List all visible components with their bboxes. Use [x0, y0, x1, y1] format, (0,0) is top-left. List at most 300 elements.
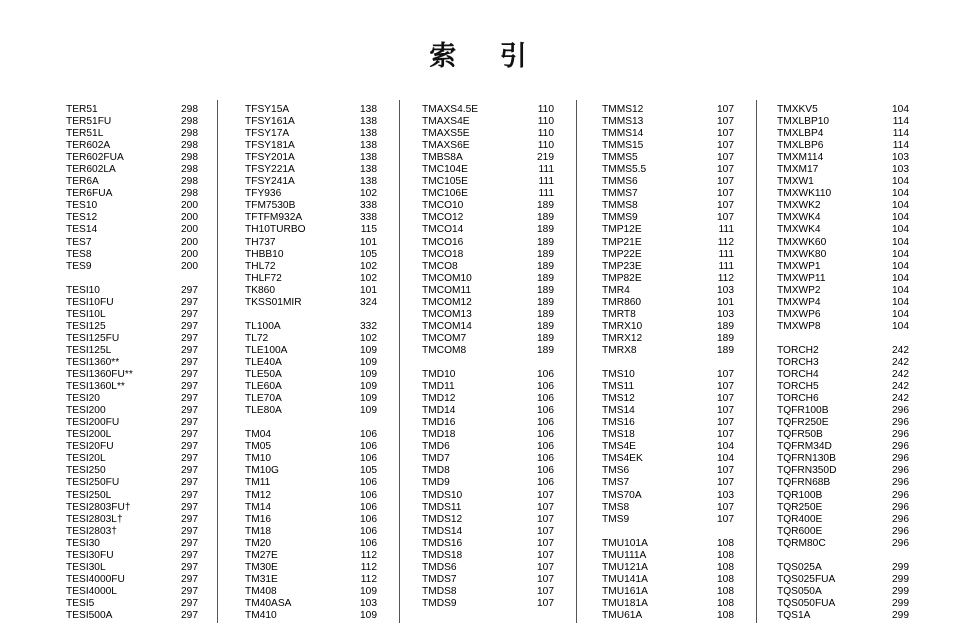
index-entry [422, 200, 554, 212]
entry-name: TER602LA [66, 164, 116, 176]
entry-name: TMXWP6 [777, 308, 821, 320]
index-entry [245, 538, 377, 550]
entry-page-number: 109 [360, 585, 377, 597]
entry-page-number: 200 [181, 248, 198, 260]
entry-page-number: 200 [181, 224, 198, 236]
entry-page-number: 297 [181, 453, 198, 465]
entry-page-number: 189 [537, 308, 554, 320]
entry-page-number: 103 [717, 308, 734, 320]
entry-page-number: 106 [537, 393, 554, 405]
entry-page-number: 298 [181, 152, 198, 164]
index-entry [422, 586, 554, 598]
group-gap [245, 309, 377, 321]
index-entry [777, 152, 909, 164]
entry-page-number: 296 [892, 441, 909, 453]
entry-name: TMDS7 [422, 573, 457, 585]
entry-page-number: 109 [360, 356, 377, 368]
entry-page-number: 107 [717, 513, 734, 525]
entry-name: TMDS16 [422, 537, 463, 549]
entry-page-number: 107 [717, 116, 734, 128]
group-gap [602, 526, 734, 538]
entry-name: TMCOM13 [422, 308, 472, 320]
index-entry [777, 309, 909, 321]
entry-name: TMS10 [602, 369, 635, 381]
index-column-2 [245, 104, 377, 622]
index-entry [777, 586, 909, 598]
entry-name: TLE80A [245, 405, 282, 417]
index-entry [602, 417, 734, 429]
entry-page-number: 299 [892, 561, 909, 573]
index-entry [777, 285, 909, 297]
entry-page-number: 298 [181, 104, 198, 115]
index-entry [245, 429, 377, 441]
entry-page-number: 338 [360, 200, 377, 212]
entry-page-number: 107 [717, 164, 734, 176]
entry-name: TES7 [66, 236, 92, 248]
entry-page-number: 106 [537, 441, 554, 453]
index-entry [422, 405, 554, 417]
entry-name: TMS11 [602, 381, 635, 393]
index-entry [422, 598, 554, 610]
entry-name: TM20 [245, 537, 272, 549]
entry-name: TMAXS6E [422, 140, 470, 152]
entry-name: TQRM80C [777, 537, 826, 549]
index-entry [602, 104, 734, 116]
index-entry [245, 321, 377, 333]
entry-name: TMCO8 [422, 260, 458, 272]
index-entry [602, 562, 734, 574]
index-entry [66, 441, 198, 453]
index-entry [66, 490, 198, 502]
entry-name: TER51FU [66, 116, 112, 128]
entry-name: TER51L [66, 128, 104, 140]
entry-page-number: 104 [892, 248, 909, 260]
group-gap [245, 417, 377, 429]
entry-name: TMCO16 [422, 236, 464, 248]
index-entry [422, 164, 554, 176]
index-entry [422, 261, 554, 273]
entry-page-number: 297 [181, 344, 198, 356]
entry-name: TQFR100B [777, 405, 829, 417]
entry-page-number: 297 [181, 429, 198, 441]
index-entry [245, 273, 377, 285]
entry-page-number: 102 [360, 272, 377, 284]
entry-page-number: 296 [892, 501, 909, 513]
entry-name: TMXWK80 [777, 248, 827, 260]
index-entry [245, 140, 377, 152]
index-entry [602, 381, 734, 393]
entry-page-number: 106 [537, 369, 554, 381]
entry-page-number: 109 [360, 344, 377, 356]
entry-page-number: 242 [892, 393, 909, 405]
entry-name: TMCOM7 [422, 332, 467, 344]
entry-name: TFTFM932A [245, 212, 303, 224]
entry-page-number: 109 [360, 405, 377, 417]
index-entry [66, 465, 198, 477]
entry-name: TMXWP2 [777, 284, 821, 296]
entry-name: THLF72 [245, 272, 282, 284]
entry-page-number: 296 [892, 489, 909, 501]
entry-page-number: 296 [892, 417, 909, 429]
entry-name: TMXLBP4 [777, 128, 824, 140]
index-entry [602, 538, 734, 550]
entry-page-number: 297 [181, 320, 198, 332]
index-entry [245, 465, 377, 477]
entry-name: THL72 [245, 260, 276, 272]
entry-name: TMMS15 [602, 140, 644, 152]
index-entry [66, 188, 198, 200]
entry-name: TER602A [66, 140, 111, 152]
entry-page-number: 189 [537, 272, 554, 284]
index-entry [422, 381, 554, 393]
entry-name: TMAXS5E [422, 128, 470, 140]
index-entry [777, 249, 909, 261]
index-entry [602, 333, 734, 345]
index-entry [777, 345, 909, 357]
entry-page-number: 298 [181, 128, 198, 140]
entry-name: TMAXS4.5E [422, 104, 479, 115]
entry-name: TQS050A [777, 585, 822, 597]
entry-name: TQFRN350D [777, 465, 837, 477]
group-gap [777, 550, 909, 562]
index-entry [422, 441, 554, 453]
index-entry [66, 453, 198, 465]
column-divider [399, 100, 400, 623]
entry-page-number: 114 [892, 128, 909, 140]
index-entry [422, 297, 554, 309]
index-entry [777, 261, 909, 273]
entry-page-number: 107 [717, 417, 734, 429]
entry-name: TMXKV5 [777, 104, 818, 115]
entry-page-number: 138 [360, 176, 377, 188]
entry-name: TMRX12 [602, 332, 643, 344]
entry-name: TMMS8 [602, 200, 638, 212]
entry-page-number: 104 [892, 224, 909, 236]
entry-page-number: 106 [537, 417, 554, 429]
index-entry [66, 550, 198, 562]
index-entry [422, 526, 554, 538]
entry-name: TMC106E [422, 188, 468, 200]
entry-name: TQR100B [777, 489, 823, 501]
index-entry [777, 297, 909, 309]
group-gap [66, 273, 198, 285]
entry-page-number: 114 [892, 140, 909, 152]
entry-name: TH10TURBO [245, 224, 306, 236]
entry-name: TMXWP4 [777, 296, 821, 308]
index-entry [602, 369, 734, 381]
entry-name: TMDS18 [422, 549, 463, 561]
entry-name: TM10 [245, 453, 272, 465]
entry-name: TMMS5 [602, 152, 638, 164]
index-entry [422, 249, 554, 261]
entry-page-number: 104 [892, 188, 909, 200]
entry-name: TFY936 [245, 188, 282, 200]
index-entry [777, 116, 909, 128]
entry-name: TMU121A [602, 561, 648, 573]
entry-name: TMXWP1 [777, 260, 821, 272]
entry-name: TESI250L [66, 489, 112, 501]
index-entry [66, 249, 198, 261]
index-entry [245, 453, 377, 465]
entry-name: TMMS7 [602, 188, 638, 200]
index-entry [602, 502, 734, 514]
entry-name: TMCO14 [422, 224, 464, 236]
index-entry [245, 345, 377, 357]
entry-name: TMCO18 [422, 248, 464, 260]
entry-name: TM30E [245, 561, 278, 573]
index-entry [602, 405, 734, 417]
column-divider [756, 100, 757, 623]
entry-name: TORCH6 [777, 393, 819, 405]
index-entry [777, 128, 909, 140]
entry-page-number: 112 [360, 561, 377, 573]
entry-page-number: 107 [717, 429, 734, 441]
index-entry [245, 610, 377, 622]
entry-name: TMS4EK [602, 453, 643, 465]
index-entry [422, 369, 554, 381]
entry-page-number: 104 [892, 272, 909, 284]
index-entry [66, 164, 198, 176]
index-entry [602, 261, 734, 273]
index-entry [66, 405, 198, 417]
entry-page-number: 297 [181, 573, 198, 585]
entry-name: TER51 [66, 104, 98, 115]
entry-name: TFSY221A [245, 164, 295, 176]
entry-page-number: 189 [537, 284, 554, 296]
entry-name: TMXM17 [777, 164, 819, 176]
entry-name: TMDS9 [422, 597, 457, 609]
entry-page-number: 297 [181, 441, 198, 453]
index-entry [602, 297, 734, 309]
entry-name: TQFRM34D [777, 441, 832, 453]
entry-page-number: 106 [537, 381, 554, 393]
index-entry [777, 357, 909, 369]
index-entry [777, 610, 909, 622]
index-entry [66, 200, 198, 212]
entry-page-number: 104 [892, 200, 909, 212]
index-entry [602, 610, 734, 622]
entry-name: TLE70A [245, 393, 282, 405]
entry-page-number: 189 [537, 332, 554, 344]
index-entry [66, 152, 198, 164]
entry-page-number: 297 [181, 284, 198, 296]
index-entry [66, 212, 198, 224]
entry-page-number: 107 [717, 501, 734, 513]
entry-page-number: 106 [360, 453, 377, 465]
index-entry [602, 550, 734, 562]
index-entry [66, 128, 198, 140]
entry-page-number: 105 [360, 465, 377, 477]
index-entry [66, 297, 198, 309]
entry-page-number: 298 [181, 176, 198, 188]
entry-name: TMS7 [602, 477, 630, 489]
index-entry [422, 333, 554, 345]
entry-page-number: 107 [537, 549, 554, 561]
entry-name: TORCH3 [777, 356, 819, 368]
entry-page-number: 107 [717, 200, 734, 212]
entry-name: TMD12 [422, 393, 456, 405]
entry-page-number: 107 [717, 188, 734, 200]
entry-name: TMXWK4 [777, 212, 821, 224]
entry-name: TM12 [245, 489, 272, 501]
entry-page-number: 200 [181, 236, 198, 248]
index-entry [66, 598, 198, 610]
index-entry [245, 128, 377, 140]
entry-name: TESI4000FU [66, 573, 125, 585]
entry-name: TESI10L [66, 308, 106, 320]
entry-name: TFSY161A [245, 116, 295, 128]
index-entry [777, 538, 909, 550]
entry-page-number: 297 [181, 405, 198, 417]
entry-name: TQS025FUA [777, 573, 836, 585]
index-entry [245, 333, 377, 345]
index-entry [422, 237, 554, 249]
index-entry [777, 188, 909, 200]
index-entry [602, 490, 734, 502]
entry-page-number: 103 [360, 597, 377, 609]
index-entry [422, 562, 554, 574]
entry-page-number: 106 [360, 513, 377, 525]
entry-name: TMCOM12 [422, 296, 472, 308]
index-entry [66, 586, 198, 598]
entry-name: TORCH5 [777, 381, 819, 393]
index-entry [66, 321, 198, 333]
entry-page-number: 296 [892, 525, 909, 537]
entry-page-number: 104 [892, 176, 909, 188]
index-entry [422, 116, 554, 128]
entry-page-number: 189 [537, 344, 554, 356]
entry-page-number: 102 [360, 260, 377, 272]
entry-page-number: 297 [181, 465, 198, 477]
index-entry [66, 574, 198, 586]
index-entry [245, 526, 377, 538]
entry-page-number: 108 [717, 537, 734, 549]
index-entry [422, 429, 554, 441]
page-title: 索 引 [429, 41, 545, 71]
index-entry [245, 598, 377, 610]
entry-page-number: 106 [360, 477, 377, 489]
entry-name: TMAXS4E [422, 116, 470, 128]
index-entry [422, 417, 554, 429]
entry-page-number: 200 [181, 200, 198, 212]
entry-name: TFSY201A [245, 152, 295, 164]
entry-name: TQFRN130B [777, 453, 836, 465]
entry-name: TESI125L [66, 344, 112, 356]
entry-name: TMXWK2 [777, 200, 821, 212]
entry-name: TESI125 [66, 320, 106, 332]
entry-page-number: 107 [537, 525, 554, 537]
entry-name: TESI4000L [66, 585, 117, 597]
index-entry [602, 309, 734, 321]
entry-name: TQR400E [777, 513, 823, 525]
index-entry [602, 345, 734, 357]
index-entry [66, 176, 198, 188]
entry-page-number: 108 [717, 561, 734, 573]
entry-name: TMS6 [602, 465, 630, 477]
entry-page-number: 106 [537, 405, 554, 417]
entry-page-number: 107 [537, 489, 554, 501]
index-entry [777, 514, 909, 526]
entry-page-number: 107 [717, 212, 734, 224]
index-entry [422, 140, 554, 152]
index-entry [245, 224, 377, 236]
entry-page-number: 138 [360, 140, 377, 152]
index-entry [602, 453, 734, 465]
entry-name: TMS16 [602, 417, 635, 429]
index-entry [422, 128, 554, 140]
index-entry [66, 357, 198, 369]
entry-page-number: 297 [181, 477, 198, 489]
entry-page-number: 107 [717, 405, 734, 417]
index-entry [777, 417, 909, 429]
entry-name: TQS050FUA [777, 597, 836, 609]
entry-page-number: 106 [537, 465, 554, 477]
entry-name: TLE50A [245, 369, 282, 381]
entry-page-number: 104 [892, 284, 909, 296]
entry-name: TLE40A [245, 356, 282, 368]
index-entry [602, 285, 734, 297]
entry-page-number: 242 [892, 369, 909, 381]
entry-page-number: 297 [181, 417, 198, 429]
entry-name: TQR600E [777, 525, 823, 537]
entry-name: TMC104E [422, 164, 468, 176]
index-entry [602, 128, 734, 140]
entry-name: TESI20FU [66, 441, 114, 453]
entry-page-number: 297 [181, 585, 198, 597]
entry-name: TMU141A [602, 573, 648, 585]
index-entry [66, 381, 198, 393]
entry-name: TMS8 [602, 501, 630, 513]
entry-page-number: 107 [717, 128, 734, 140]
entry-name: TMXM114 [777, 152, 824, 164]
entry-page-number: 104 [717, 441, 734, 453]
index-entry [777, 140, 909, 152]
entry-page-number: 107 [717, 152, 734, 164]
entry-name: TMCO12 [422, 212, 464, 224]
entry-name: TMMS5.5 [602, 164, 647, 176]
entry-page-number: 110 [537, 116, 554, 128]
entry-name: TFSY17A [245, 128, 290, 140]
entry-name: TQFR50B [777, 429, 823, 441]
entry-page-number: 107 [717, 381, 734, 393]
entry-name: TQR250E [777, 501, 823, 513]
entry-name: TESI1360** [66, 356, 120, 368]
entry-name: TMRT8 [602, 308, 636, 320]
entry-name: TESI10 [66, 284, 100, 296]
entry-page-number: 299 [892, 573, 909, 585]
entry-page-number: 108 [717, 609, 734, 621]
index-entry [245, 393, 377, 405]
index-entry [66, 526, 198, 538]
entry-name: TESI20L [66, 453, 106, 465]
index-entry [66, 562, 198, 574]
index-entry [245, 237, 377, 249]
index-entry [777, 381, 909, 393]
index-entry [602, 176, 734, 188]
entry-name: TMCOM14 [422, 320, 472, 332]
index-entry [422, 345, 554, 357]
index-entry [777, 598, 909, 610]
entry-page-number: 242 [892, 381, 909, 393]
entry-name: TM40ASA [245, 597, 292, 609]
index-entry [422, 574, 554, 586]
index-entry [66, 140, 198, 152]
entry-name: TMXLBP6 [777, 140, 824, 152]
index-entry [777, 465, 909, 477]
entry-name: TLE100A [245, 344, 288, 356]
entry-name: TESI2803L† [66, 513, 123, 525]
entry-name: TORCH2 [777, 344, 819, 356]
